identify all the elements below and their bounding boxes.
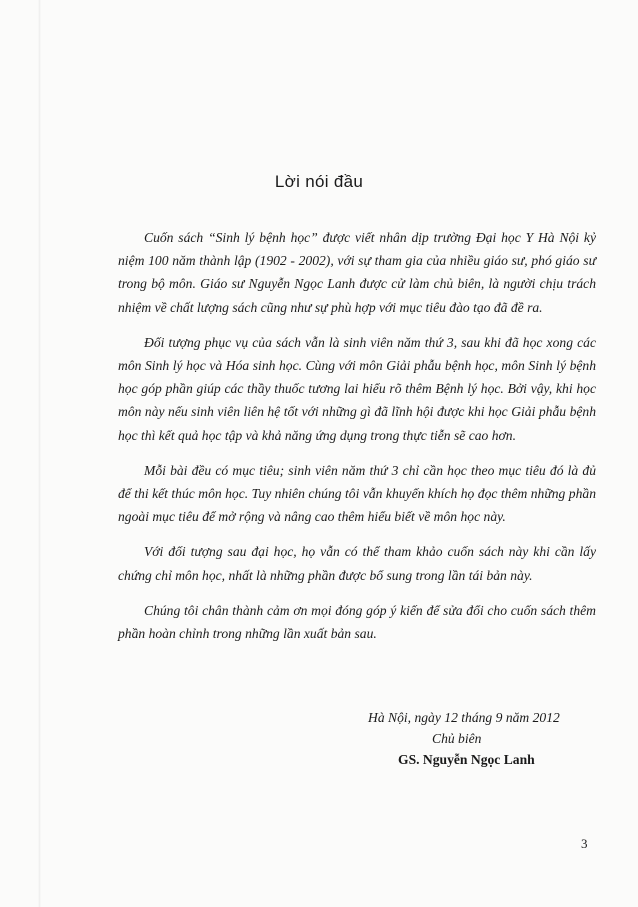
page-title: Lời nói đầu xyxy=(274,172,364,191)
signature-date: Hà Nội, ngày 12 tháng 9 năm 2012 xyxy=(368,710,560,725)
scan-shadow xyxy=(38,0,41,907)
paragraph-1: Cuốn sách “Sinh lý bệnh học” được viết nhân dịp trường Đại học Y Hà Nội kỷ niệm 100 năm thành lập (1902 - 2002), với sự tham gia của nhiều giáo sư, phó giáo sư trong bộ môn. Giáo sư Nguyễn Ngọc Lanh được cử làm chủ biên, là người chịu trách nhiệm về chất lượng sách cũng như sự phù hợp với mục tiêu đào tạo đã đề ra. xyxy=(118,230,596,315)
preface-body xyxy=(118,226,596,657)
paragraph-3: Mỗi bài đều có mục tiêu; sinh viên năm thứ 3 chỉ cần học theo mục tiêu đó là đủ để thi kết thúc môn học. Tuy nhiên chúng tôi vẫn khuyến khích họ đọc thêm những phần ngoài mục tiêu để mở rộng và nâng cao thêm hiểu biết về môn học này. xyxy=(118,462,596,525)
paragraph-4: Với đối tượng sau đại học, họ vẫn có thể tham khảo cuốn sách này khi cần lấy chứng chỉ môn học, nhất là những phần được bổ sung trong lần tái bản này. xyxy=(118,544,596,583)
page-number: 3 xyxy=(581,836,588,851)
signature-role: Chủ biên xyxy=(432,731,482,746)
signature-name: GS. Nguyễn Ngọc Lanh xyxy=(398,752,535,767)
signature-block xyxy=(360,707,600,770)
paragraph-2: Đối tượng phục vụ của sách vẫn là sinh viên năm thứ 3, sau khi đã học xong các môn Sinh lý học và Hóa sinh học. Cùng với môn Giải phẫu bệnh học, môn Sinh lý bệnh học góp phần giúp các thầy thuốc tương lai hiểu rõ thêm Bệnh lý học. Bởi vậy, khi học môn này nếu sinh viên liên hệ tốt với những gì đã lĩnh hội được khi học Giải phẫu bệnh học thì kết quả học tập và khả năng ứng dụng trong thực tiễn sẽ cao hơn. xyxy=(118,334,596,443)
paragraph-5: Chúng tôi chân thành cảm ơn mọi đóng góp ý kiến để sửa đổi cho cuốn sách thêm phần hoàn chỉnh trong những lần xuất bản sau. xyxy=(118,602,596,642)
